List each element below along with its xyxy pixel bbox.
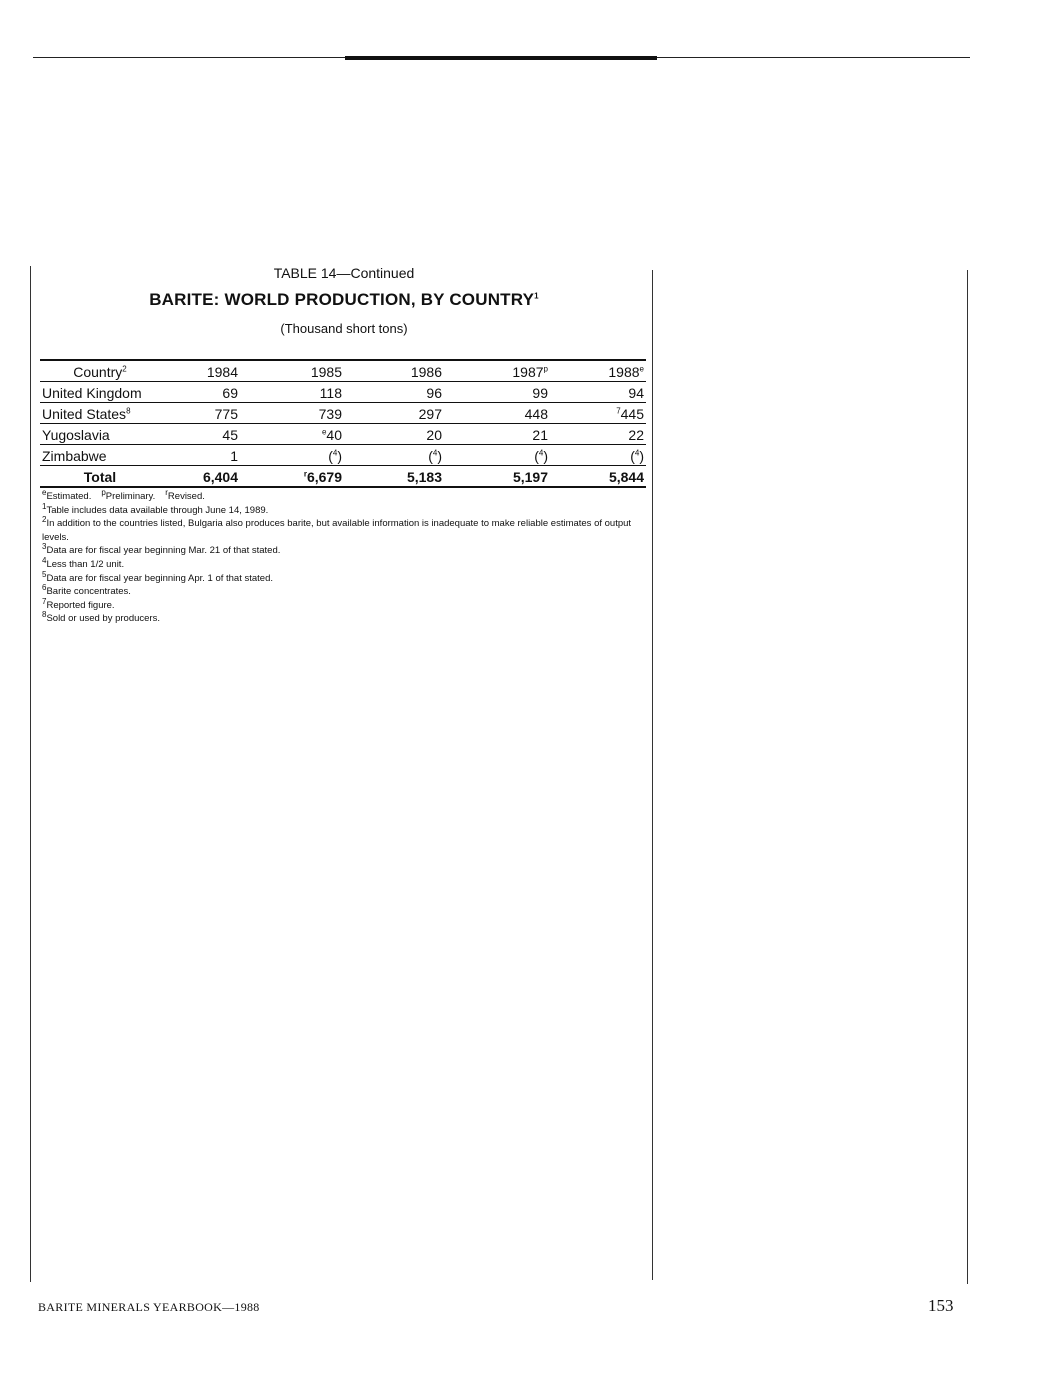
header-year-1987: 1987$^p$ [512,363,548,380]
table-cell: 22 [628,426,644,443]
top-rule-accent [345,56,657,60]
column-rule-middle [652,270,653,1280]
footnote: $^5$Data are for fiscal year beginning Apr. 1 of that stated. [42,569,274,584]
page-number: 153 [928,1296,954,1315]
header-year-1984: 1984 [206,363,238,380]
total-cell: 5,197 [512,468,548,485]
table-cell: 94 [628,384,644,401]
header-country: Country$^2$ [73,363,127,380]
table-title [40,290,648,310]
row-country: Yugoslavia [42,426,110,443]
footnote: $^2$In addition to the countries listed, Bulgaria also produces barite, but available information is inadequate to make reliable estimates of output levels. [42,515,632,543]
row-country: United States$^8$ [42,405,131,422]
running-title: BARITE MINERALS YEARBOOK—1988 [38,1300,260,1314]
table-cell: 1 [230,447,238,464]
footnote-legend: $^e$Estimated. $^p$Preliminary. $^r$Revised. [42,487,205,502]
table-cell: $^e$40 [321,426,342,443]
footnote: $^1$Table includes data available through June 14, 1989. [42,501,269,516]
table-cell: 45 [222,426,238,443]
total-row [40,466,646,488]
row-country: Zimbabwe [42,447,107,464]
table-cell: 297 [418,405,442,422]
header-row [40,360,646,382]
table-cell: ($^4$) [428,447,442,464]
footnote: $^6$Barite concentrates. [42,583,131,598]
table-cell: ($^4$) [630,447,644,464]
table-unit: (Thousand short tons) [280,321,408,336]
table-cell: 69 [222,384,238,401]
footnote: $^4$Less than 1/2 unit. [42,555,125,570]
table-title-note: 1 [534,291,539,301]
footnote: $^3$Data are for fiscal year beginning Mar. 21 of that stated. [42,542,281,557]
table-row [40,424,646,445]
table-title-text: BARITE: WORLD PRODUCTION, BY COUNTRY [149,290,535,309]
table-row [40,445,646,466]
table-cell: 20 [426,426,442,443]
footnotes [42,487,648,626]
table-cell: 448 [524,405,548,422]
total-cell: 5,183 [406,468,442,485]
column-rule-left [30,266,31,1282]
total-cell: 6,404 [202,468,238,485]
production-table [40,359,646,488]
table-cell: 739 [318,405,342,422]
header-year-1988: 1988e [608,363,644,380]
footnote: $^8$Sold or used by producers. [42,610,160,625]
table-cell: ($^4$) [328,447,342,464]
header-year-1986: 1986 [410,363,442,380]
table-cell: $^7$445 [616,405,644,422]
table-cell: 118 [319,384,342,401]
column-rule-right [967,270,968,1284]
row-country: United Kingdom [42,384,142,401]
table-cell: 99 [532,384,548,401]
table-cell: 96 [426,384,442,401]
total-label: Total [83,468,117,485]
table-cell: 775 [214,405,238,422]
table-row [40,382,646,403]
table-cell: 21 [532,426,548,443]
header-year-1985: 1985 [310,363,342,380]
table-label: TABLE 14—Continued [273,265,415,281]
footnote: $^7$Reported figure. [42,596,115,611]
total-cell: $^r$6,679 [303,468,342,485]
total-cell: 5,844 [608,468,644,485]
table-cell: ($^4$) [534,447,548,464]
table-row [40,403,646,424]
